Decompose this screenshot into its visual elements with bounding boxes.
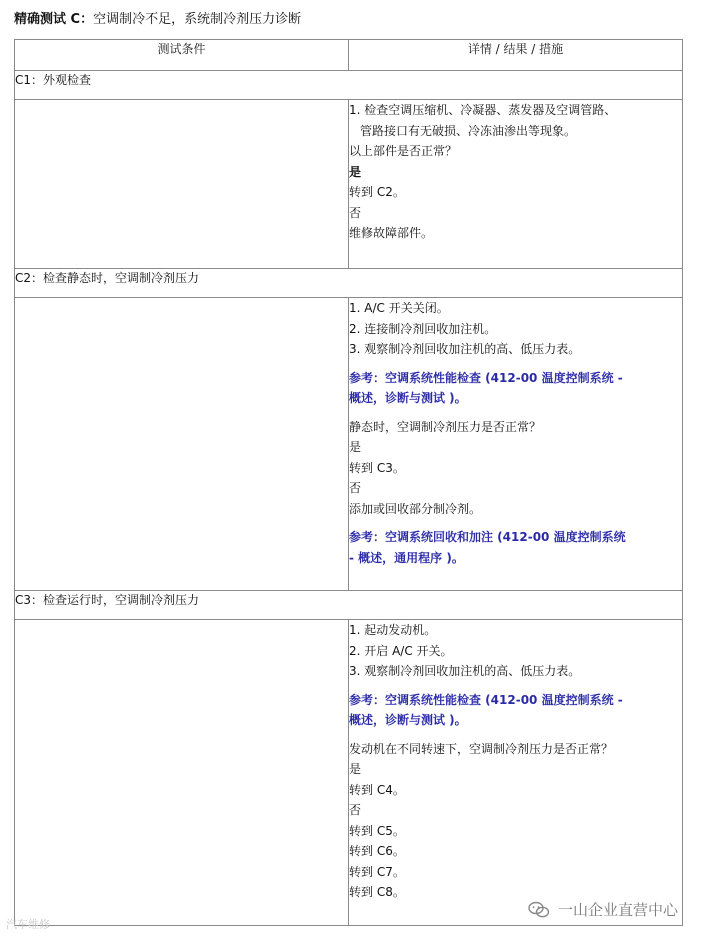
watermark-left: 汽车维修 <box>6 918 50 931</box>
detail-line: 否 <box>349 803 362 817</box>
detail-line: 是 <box>349 164 362 179</box>
detail-line: 否 <box>349 481 362 495</box>
detail-line: 发动机在不同转速下，空调制冷剂压力是否正常？ <box>349 741 614 756</box>
detail-line: 3. 观察制冷剂回收加注机的高、低压力表。 <box>349 342 581 356</box>
detail-line: 否 <box>349 205 362 220</box>
detail-line: 转到 C3。 <box>349 460 405 475</box>
section-row-c3 <box>15 591 683 620</box>
detail-line: 转到 C7。 <box>349 864 405 879</box>
detail-line: 1. 检查空调压缩机、冷凝器、蒸发器及空调管路、 <box>349 103 617 117</box>
section-row-c1 <box>15 71 683 100</box>
detail-cell-c1 <box>349 100 683 269</box>
page-title <box>14 8 301 27</box>
detail-line: 转到 C6。 <box>349 844 405 858</box>
detail-line: 转到 C2。 <box>349 185 405 199</box>
condition-cell-c3 <box>15 620 349 926</box>
section-title-c3: C3：检查运行时，空调制冷剂压力 <box>15 591 683 620</box>
detail-line: 维修故障部件。 <box>349 226 434 240</box>
table-header-row <box>15 40 683 71</box>
detail-line: 1. A/C 开关关闭。 <box>349 301 449 315</box>
detail-cell-c3 <box>349 620 683 926</box>
detail-line: 是 <box>349 762 362 776</box>
reference-link: 参考：空调系统性能检查 (412-00 温度控制系统 - 概述，诊断与测试 )。 <box>349 370 623 405</box>
wechat-icon <box>528 901 550 919</box>
detail-line: 管路接口有无破损、冷冻油渗出等现象。 <box>360 123 577 138</box>
section-title-c1: C1：外观检查 <box>15 71 683 100</box>
condition-cell-c1 <box>15 100 349 269</box>
detail-line: 2. 连接制冷剂回收加注机。 <box>349 321 497 336</box>
diagnostic-table <box>14 39 683 926</box>
content-row-c2 <box>15 298 683 591</box>
detail-line: 以上部件是否正常？ <box>349 144 458 158</box>
condition-cell-c2 <box>15 298 349 591</box>
watermark-right-text: 一山企业直营中心 <box>558 901 679 919</box>
detail-line: 转到 C5。 <box>349 823 405 838</box>
detail-line: 1. 起动发动机。 <box>349 623 437 637</box>
detail-line: 是 <box>349 440 362 454</box>
detail-line: 2. 开启 A/C 开关。 <box>349 643 453 658</box>
reference-link: 参考：空调系统回收和加注 (412-00 温度控制系统 - 概述，通用程序 )。 <box>349 530 626 565</box>
detail-line: 转到 C4。 <box>349 782 405 797</box>
page-title-text: 空调制冷不足，系统制冷剂压力诊断 <box>93 12 302 27</box>
section-row-c2 <box>15 269 683 298</box>
detail-cell-c2 <box>349 298 683 591</box>
content-row-c1 <box>15 100 683 269</box>
content-row-c3 <box>15 620 683 926</box>
detail-line: 添加或回收部分制冷剂。 <box>349 501 482 516</box>
watermark-right <box>528 899 678 920</box>
section-title-c2: C2：检查静态时，空调制冷剂压力 <box>15 269 683 298</box>
header-test-condition: 测试条件 <box>15 40 349 71</box>
page-title-prefix: 精确测试 C： <box>14 12 94 27</box>
detail-line: 转到 C8。 <box>349 885 405 899</box>
detail-line: 静态时，空调制冷剂压力是否正常？ <box>349 419 542 434</box>
header-details-results-actions: 详情 / 结果 / 措施 <box>349 40 683 71</box>
reference-link: 参考：空调系统性能检查 (412-00 温度控制系统 - 概述，诊断与测试 )。 <box>349 692 623 727</box>
detail-line: 3. 观察制冷剂回收加注机的高、低压力表。 <box>349 664 581 678</box>
